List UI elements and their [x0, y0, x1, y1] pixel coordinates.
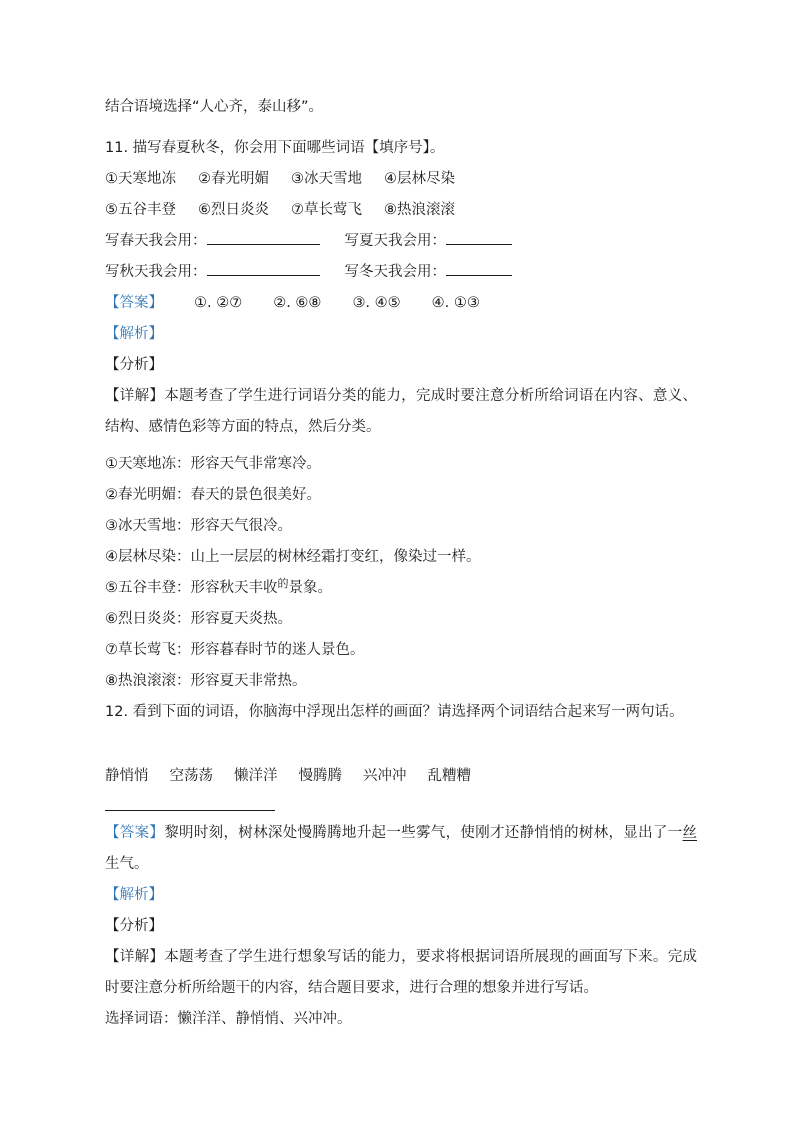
q11-definitions — [105, 449, 697, 697]
answer-item-3: ③. ④⑤ — [352, 295, 401, 311]
definition-4: ④层林尽染：山上一层层的树林经霜打变红，像染过一样。 — [105, 549, 481, 565]
q11-answer-row — [105, 288, 697, 319]
answer-marker: 【答案】 — [105, 825, 165, 841]
definition-5 — [105, 573, 697, 604]
definition-8: ⑧热浪滚滚：形容夏天非常热。 — [105, 673, 307, 689]
q12-jiexi-marker: 【解析】 — [105, 887, 163, 903]
word-2: 空荡荡 — [169, 768, 213, 784]
word-4: 慢腾腾 — [298, 768, 342, 784]
q11-jiexi-marker: 【解析】 — [105, 326, 163, 342]
q12-answer-tail: 生气。 — [105, 856, 149, 872]
q12-fenxi-marker: 【分析】 — [105, 918, 163, 934]
idiom-6: ⑥烈日炎炎 — [198, 202, 269, 218]
autumn-label: 写秋天我会用： — [105, 264, 207, 280]
definition-5-text: ⑤五谷丰登：形容秋天丰收 — [105, 580, 278, 596]
winter-label: 写冬天我会用： — [344, 264, 446, 280]
q12-answer-underlined-char: 丝 — [682, 825, 698, 841]
summer-answer-blank[interactable] — [446, 230, 512, 245]
word-1: 静悄悄 — [105, 768, 149, 784]
spring-answer-blank[interactable] — [207, 230, 320, 245]
definition-5-superscript: 的 — [277, 577, 289, 590]
winter-answer-blank[interactable] — [446, 261, 512, 276]
word-5: 兴冲冲 — [363, 768, 407, 784]
q11-xiangjie-paragraph: 【详解】本题考查了学生进行词语分类的能力，完成时要注意分析所给词语在内容、意义、结构、感情色彩等方面的特点，然后分类。 — [105, 388, 697, 435]
answer-marker: 【答案】 — [105, 295, 163, 311]
q11-idiom-row-2 — [105, 195, 697, 226]
q12-xiangjie-paragraph: 【详解】本题考查了学生进行想象写话的能力，要求将根据词语所展现的画面写下来。完成时要注意分析所给题干的内容，结合题目要求，进行合理的想象并进行写话。 — [105, 949, 697, 996]
word-6: 乱糟糟 — [427, 768, 471, 784]
definition-2: ②春光明媚：春天的景色很美好。 — [105, 487, 321, 503]
question-12-stem: 12. 看到下面的词语，你脑海中浮现出怎样的画面？请选择两个词语结合起来写一两句话。 — [105, 704, 684, 720]
definition-1: ①天寒地冻：形容天气非常寒冷。 — [105, 456, 321, 472]
definition-6: ⑥烈日炎炎：形容夏天炎热。 — [105, 611, 292, 627]
definition-5-tail: 景象。 — [288, 580, 332, 596]
summer-label: 写夏天我会用： — [344, 233, 446, 249]
word-3: 懒洋洋 — [234, 768, 278, 784]
q12-answer-text: 黎明时刻，树林深处慢腾腾地升起一些雾气，使刚才还静悄悄的树林，显出了一 — [164, 825, 683, 841]
q11-fenxi-marker: 【分析】 — [105, 357, 163, 373]
idiom-4: ④层林尽染 — [384, 171, 455, 187]
context-sentence: 结合语境选择“人心齐，泰山移”。 — [105, 99, 324, 115]
idiom-7: ⑦草长莺飞 — [291, 202, 362, 218]
q12-writing-blank[interactable] — [105, 797, 275, 811]
q12-word-list — [105, 761, 697, 792]
question-11-stem: 11. 描写春夏秋冬，你会用下面哪些词语【填序号】。 — [105, 140, 445, 156]
idiom-2: ②春光明媚 — [198, 171, 269, 187]
definition-3: ③冰天雪地：形容天气很冷。 — [105, 518, 292, 534]
q12-chosen-words: 选择词语：懒洋洋、静悄悄、兴冲冲。 — [105, 1011, 352, 1027]
definition-7: ⑦草长莺飞：形容暮春时节的迷人景色。 — [105, 642, 365, 658]
answer-item-4: ④. ①③ — [431, 295, 480, 311]
idiom-3: ③冰天雪地 — [291, 171, 362, 187]
answer-item-2: ②. ⑥⑧ — [273, 295, 322, 311]
idiom-5: ⑤五谷丰登 — [105, 202, 176, 218]
autumn-answer-blank[interactable] — [207, 261, 320, 276]
q11-blank-row-autumn-winter — [105, 257, 697, 288]
q12-writing-line-row — [105, 792, 697, 806]
q11-blank-row-spring-summer — [105, 226, 697, 257]
idiom-8: ⑧热浪滚滚 — [384, 202, 455, 218]
q11-idiom-row-1 — [105, 164, 697, 195]
answer-item-1: ①. ②⑦ — [194, 295, 243, 311]
q12-answer-paragraph — [105, 818, 697, 880]
spring-label: 写春天我会用： — [105, 233, 207, 249]
idiom-1: ①天寒地冻 — [105, 171, 176, 187]
